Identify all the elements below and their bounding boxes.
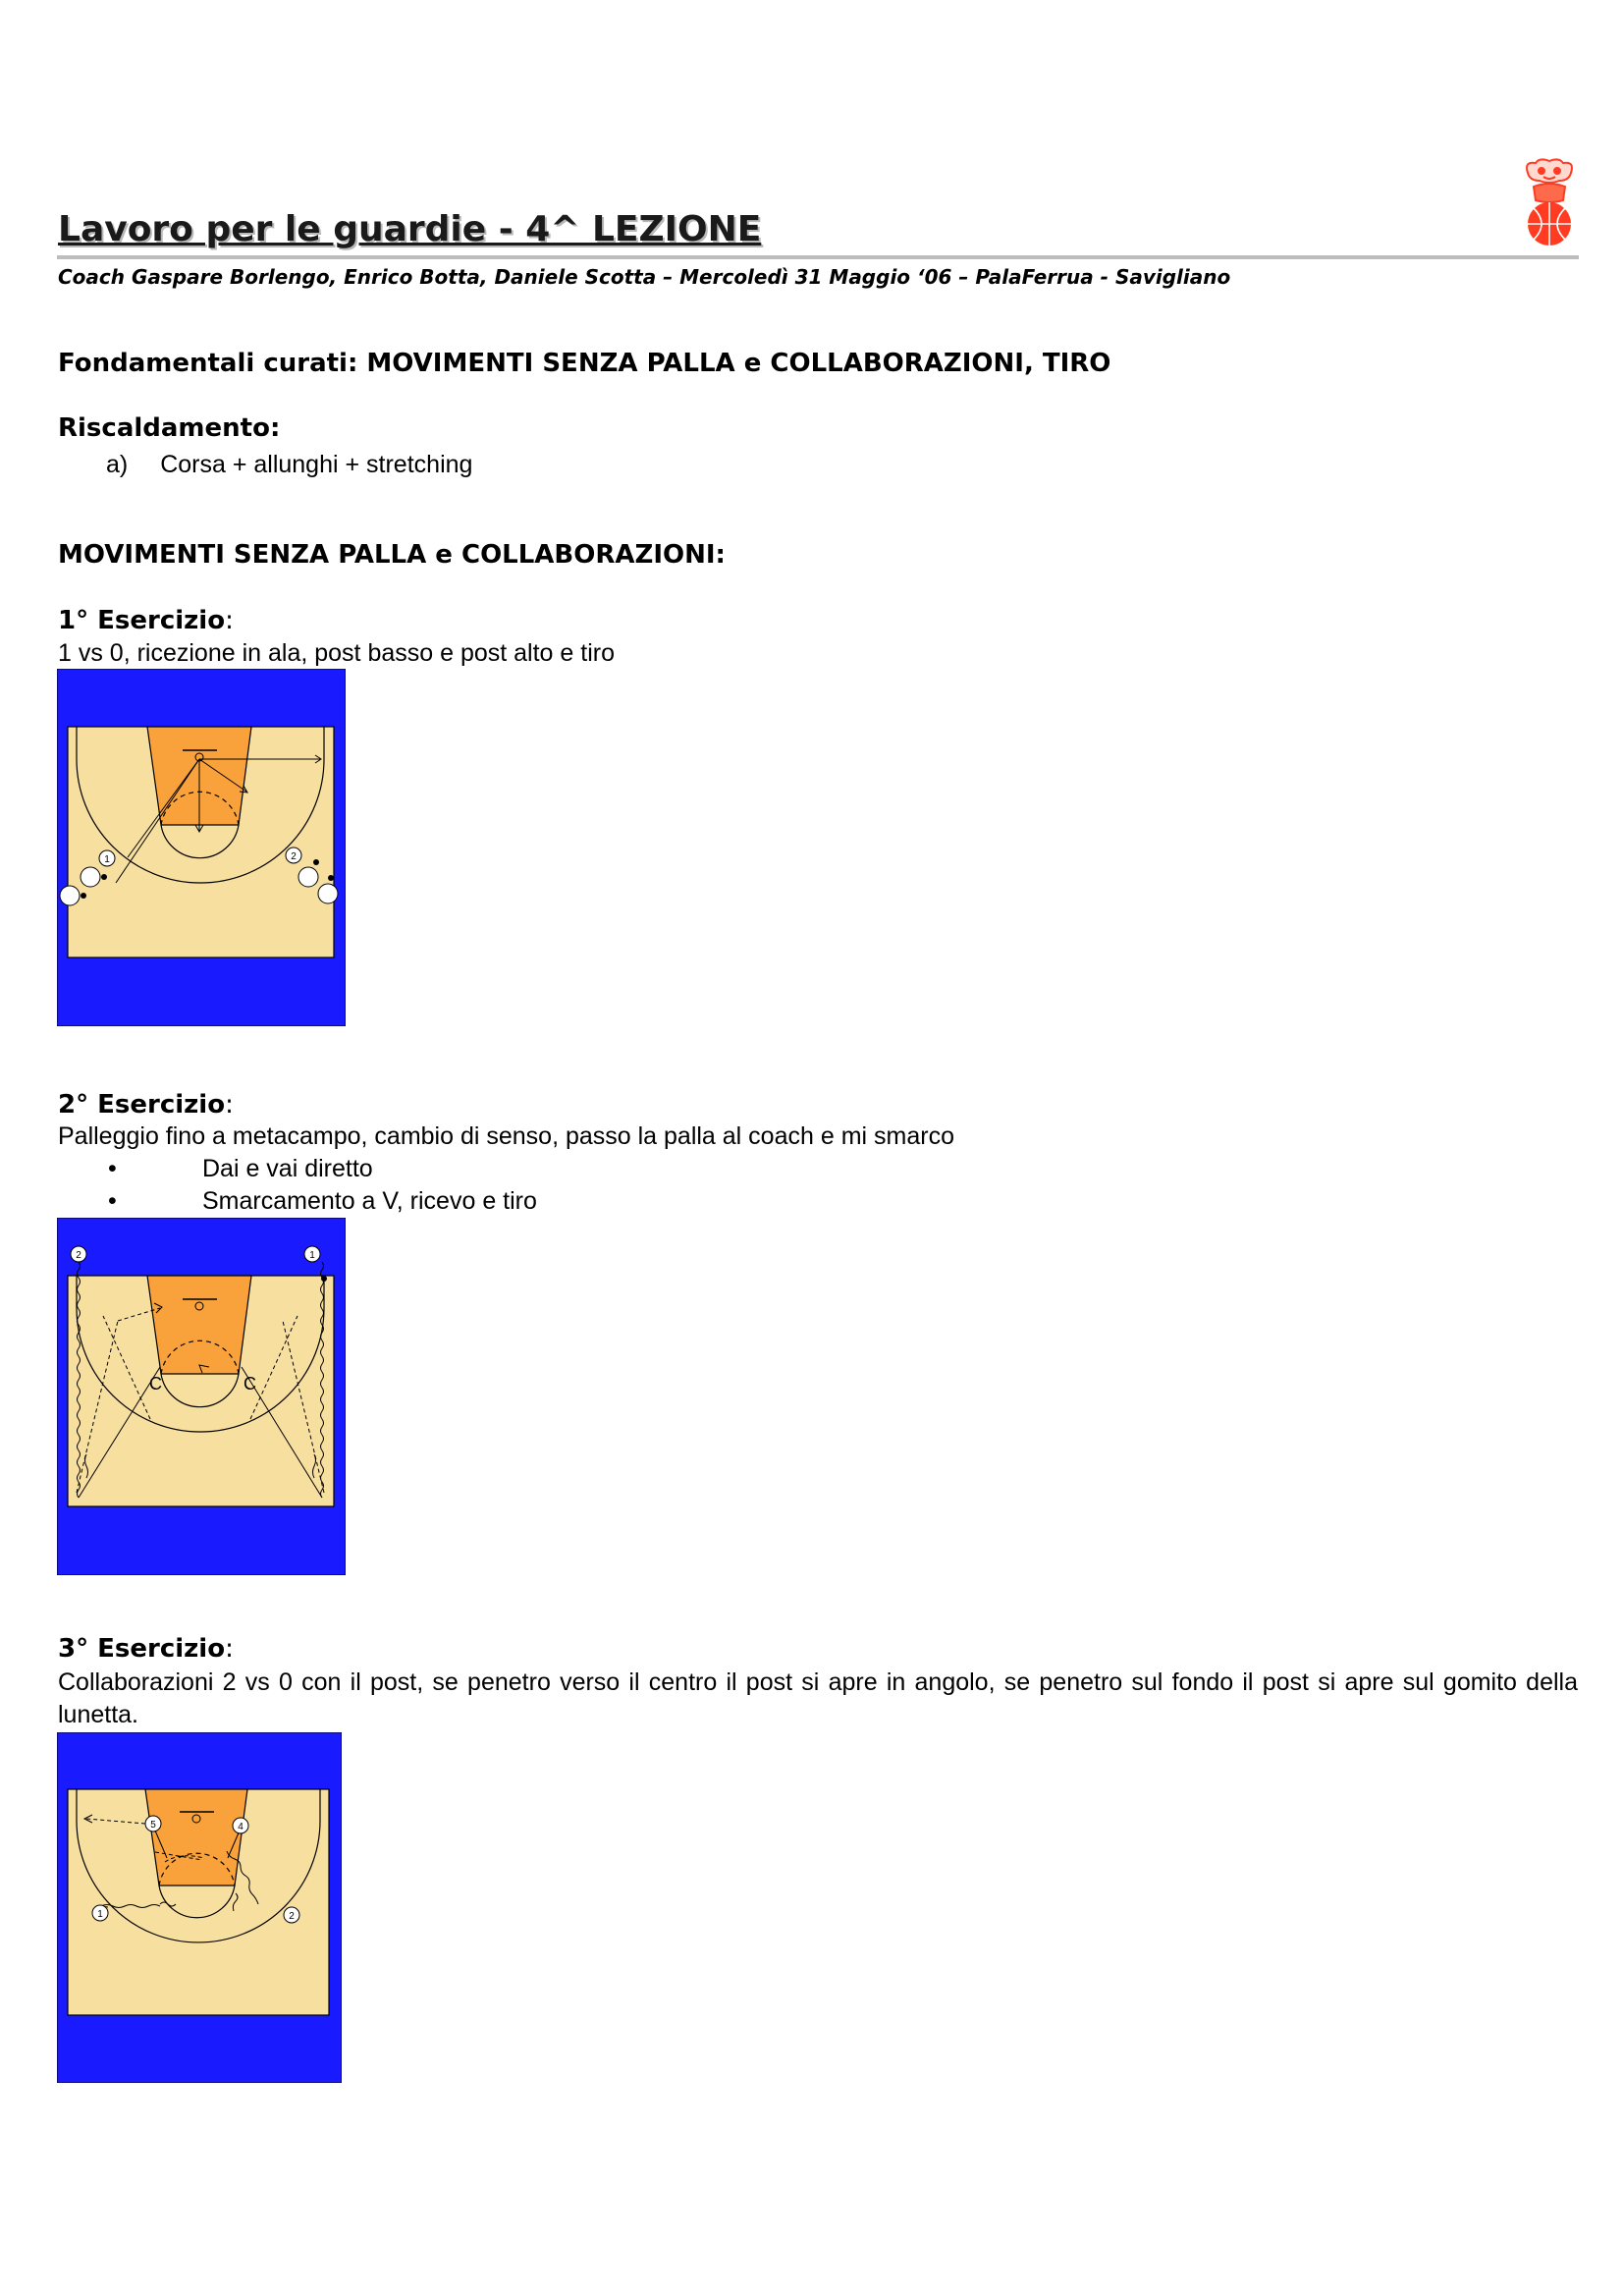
svg-text:5: 5 bbox=[150, 1820, 156, 1831]
player-2-marker bbox=[286, 847, 301, 863]
bullet-text: Dai e vai diretto bbox=[202, 1155, 373, 1182]
exercise-heading-text: 3° Esercizio bbox=[58, 1634, 226, 1664]
svg-text:1: 1 bbox=[97, 1909, 103, 1920]
player-5-marker bbox=[145, 1816, 161, 1831]
player-2-marker bbox=[71, 1246, 86, 1262]
exercise-2-description: Palleggio fino a metacampo, cambio di senso, passo la palla al coach e mi smarco bbox=[58, 1122, 954, 1150]
player-4-marker bbox=[233, 1818, 248, 1833]
svg-text:4: 4 bbox=[238, 1822, 243, 1832]
exercise-2-diagram bbox=[57, 1218, 346, 1575]
svg-text:2: 2 bbox=[291, 851, 297, 862]
coach-label-left: C bbox=[149, 1374, 162, 1394]
bullet-text: Smarcamento a V, ricevo e tiro bbox=[202, 1187, 537, 1215]
page-subtitle: Coach Gaspare Borlengo, Enrico Botta, Daniele Scotta – Mercoledì 31 Maggio ‘06 – PalaFerrua - Savigliano bbox=[58, 265, 1231, 289]
svg-text:1: 1 bbox=[104, 854, 110, 865]
svg-text:2: 2 bbox=[76, 1250, 81, 1261]
exercise-2-bullet bbox=[108, 1155, 373, 1183]
exercise-heading-text: 2° Esercizio bbox=[58, 1090, 226, 1120]
player-1-marker bbox=[304, 1246, 320, 1262]
exercise-3-diagram bbox=[57, 1732, 342, 2083]
title-divider bbox=[57, 255, 1579, 259]
exercise-2-heading: 2° Esercizio: bbox=[58, 1090, 234, 1120]
player-2-marker bbox=[284, 1907, 299, 1923]
exercise-1-diagram bbox=[57, 669, 346, 1026]
exercise-2-bullet bbox=[108, 1187, 537, 1216]
exercise-3-heading: 3° Esercizio: bbox=[58, 1634, 234, 1664]
list-item-text: Corsa + allunghi + stretching bbox=[160, 451, 473, 478]
exercise-3-description: Collaborazioni 2 vs 0 con il post, se penetro verso il centro il post si apre in angolo, se penetro sul fondo il post si apre sul gomito della lunetta. bbox=[58, 1668, 1578, 1728]
exercise-heading-text: 1° Esercizio bbox=[58, 606, 226, 635]
exercise-1-heading: 1° Esercizio: bbox=[58, 606, 234, 635]
player-1-marker bbox=[99, 850, 115, 866]
list-marker: a) bbox=[106, 451, 129, 478]
bullet-symbol: • bbox=[108, 1187, 117, 1215]
coach-label-right: C bbox=[243, 1374, 256, 1394]
riscaldamento-heading: Riscaldamento: bbox=[58, 413, 281, 443]
player-1-marker bbox=[92, 1905, 108, 1921]
basketball-mascot-logo bbox=[1520, 155, 1579, 246]
fondamentali-heading: Fondamentali curati: MOVIMENTI SENZA PALLA e COLLABORAZIONI, TIRO bbox=[58, 349, 1111, 378]
exercise-1-description: 1 vs 0, ricezione in ala, post basso e post alto e tiro bbox=[58, 639, 615, 667]
svg-text:2: 2 bbox=[289, 1911, 295, 1922]
page-title: Lavoro per le guardie - 4^ LEZIONE bbox=[58, 209, 762, 249]
bullet-symbol: • bbox=[108, 1155, 117, 1182]
svg-text:1: 1 bbox=[309, 1250, 315, 1261]
section-heading: MOVIMENTI SENZA PALLA e COLLABORAZIONI: bbox=[58, 540, 726, 570]
riscaldamento-item bbox=[106, 451, 472, 479]
